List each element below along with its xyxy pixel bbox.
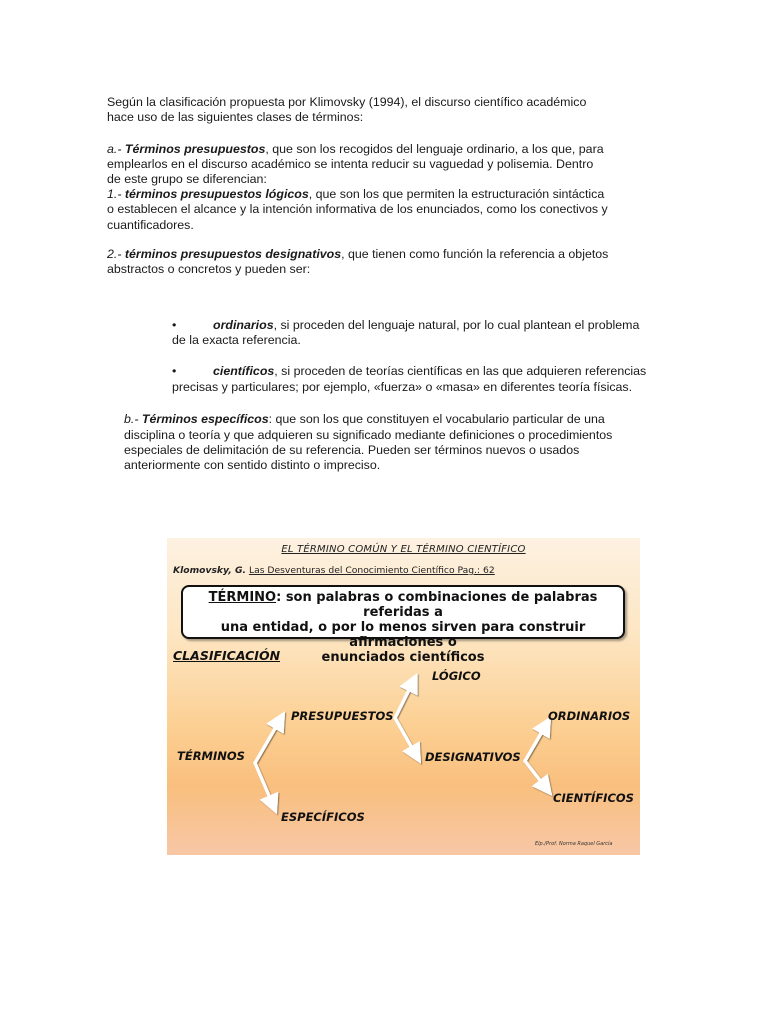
node-logico: LÓGICO: [432, 669, 481, 683]
item-2-term: términos presupuestos designativos: [124, 247, 342, 261]
bullet-1-term: ordinarios: [213, 318, 274, 332]
arrow-to-logico: [395, 682, 413, 718]
bullet-dot: •: [172, 318, 177, 332]
section-a-line-1-rest: , que son los recogidos del lenguaje ordinario, a los que, para: [265, 142, 604, 156]
bullet-2-line-1-rest: , si proceden de teorías científicas en las que adquieren referencias: [274, 364, 647, 378]
bullet-1-line-1: [213, 318, 639, 334]
section-b-marker: b.-: [124, 412, 142, 426]
definition-line-2: una entidad, o por lo menos sirven para construir afirmaciones o: [220, 620, 586, 650]
definition-line-1-rest: : son palabras o combinaciones de palabras referidas a: [276, 590, 598, 620]
item-1-line-2: o establecen el alcance y la intención informativa de los enunciados, como los conectivos y: [107, 202, 608, 216]
node-ordinarios: ORDINARIOS: [548, 709, 631, 723]
bullet-1-line-1-rest: , si proceden del lenguaje natural, por lo cual plantean el problema: [273, 318, 640, 332]
section-b-line-2: disciplina o teoría y que adquieren su significado mediante definiciones o procedimientos: [124, 428, 613, 442]
reference-author: Klomovsky, G.: [173, 565, 247, 576]
arrow-to-especificos: [255, 763, 273, 805]
classification-figure: [167, 538, 640, 855]
bullet-2-term: científicos: [213, 364, 275, 378]
figure-credit: Elp./Prof. Norma Raquel García: [535, 841, 613, 847]
section-b-term: Términos específicos: [141, 412, 269, 426]
intro-line-1: Según la clasificación propuesta por Klimovsky (1994), el discurso científico académico: [107, 95, 587, 109]
node-designativos: DESIGNATIVOS: [425, 750, 521, 764]
item-1-term: términos presupuestos lógicos: [124, 187, 309, 201]
bullet-1-line-2: de la exacta referencia.: [172, 333, 301, 347]
bullet-2-line-2: precisas y particulares; por ejemplo, «fuerza» o «masa» en diferentes teoría físicas.: [172, 380, 633, 394]
section-b-line-1-rest: : que son los que constituyen el vocabulario particular de una: [268, 412, 605, 426]
item-1-line-3: cuantificadores.: [107, 218, 194, 232]
classification-label: CLASIFICACIÓN: [173, 648, 281, 663]
section-a-term: Términos presupuestos: [124, 142, 266, 156]
item-2-line-1: [107, 247, 608, 263]
section-a-line-1: [107, 142, 604, 158]
section-b-line-3: especiales de delimitación de su referencia. Pueden ser términos nuevos o usados: [124, 443, 580, 457]
node-presupuestos: PRESUPUESTOS: [291, 709, 394, 723]
bullet-dot: •: [172, 364, 177, 378]
node-especificos: ESPECÍFICOS: [281, 810, 365, 824]
bullet-2-line-1: [213, 364, 646, 380]
arrow-to-designativos: [395, 718, 416, 755]
section-a-marker: a.-: [107, 142, 125, 156]
arrow-to-presupuestos: [255, 720, 280, 763]
section-b-line-4: anteriormente con sentido distinto o impreciso.: [124, 458, 381, 472]
node-terminos: TÉRMINOS: [177, 749, 245, 763]
node-cientificos: CIENTÍFICOS: [553, 791, 634, 805]
figure-reference: [173, 565, 495, 576]
item-1-marker: 1.-: [107, 187, 125, 201]
section-b-line-1: [124, 412, 605, 428]
item-2-marker: 2.-: [107, 247, 125, 261]
definition-word: TÉRMINO: [208, 590, 277, 605]
section-a-line-3: de este grupo se diferencian:: [107, 172, 267, 186]
figure-title: EL TÉRMINO COMÚN Y EL TÉRMINO CIENTÍFICO: [281, 544, 526, 555]
reference-book: Las Desventuras del Conocimiento Científico Pag.: 62: [248, 565, 495, 576]
arrow-to-cientificos: [525, 761, 546, 788]
item-1-line-1: [107, 187, 604, 203]
intro-line-2: hace uso de las siguientes clases de términos:: [107, 110, 364, 124]
definition-line-3: enunciados científicos: [321, 650, 485, 665]
arrow-to-ordinarios: [525, 725, 546, 761]
item-1-line-1-rest: , que son los que permiten la estructuración sintáctica: [308, 187, 605, 201]
item-2-line-2: abstractos o concretos y pueden ser:: [107, 262, 311, 276]
section-a-line-2: emplearlos en el discurso académico se intenta reducir su vaguedad y polisemia. Dentro: [107, 157, 594, 171]
item-2-line-1-rest: , que tienen como función la referencia a objetos: [341, 247, 609, 261]
